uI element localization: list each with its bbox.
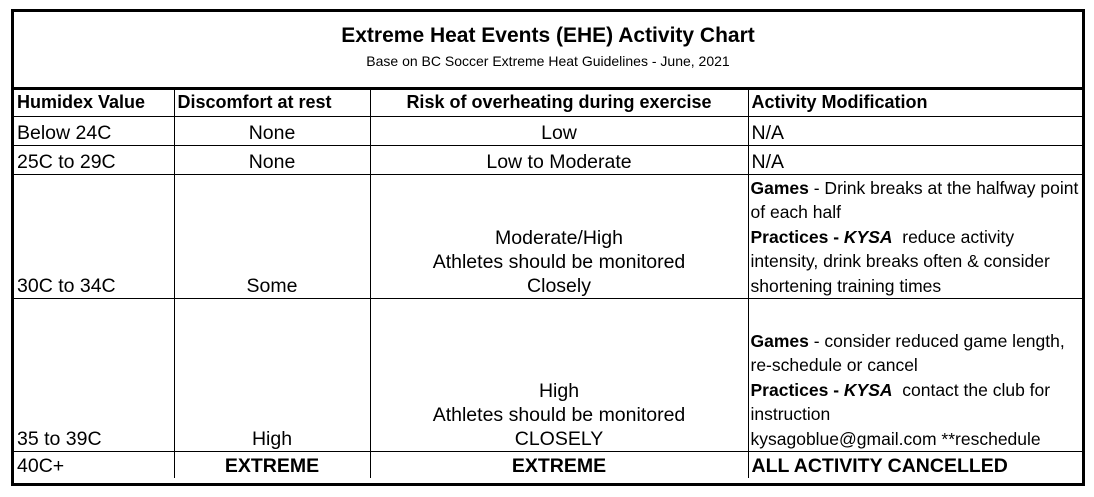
table-row: [14, 452, 1082, 479]
table-row: [14, 175, 1082, 299]
modification-cell: [748, 175, 1082, 299]
games-label: Games: [750, 177, 809, 198]
risk-cell: Low to Moderate: [370, 146, 748, 175]
practices-label: Practices -: [750, 226, 844, 247]
practices-text: contact the club for instruction: [750, 379, 1055, 424]
modification-cell: [748, 299, 1082, 452]
practices-label: Practices -: [750, 379, 844, 400]
games-text: - Drink breaks at the halfway point of each half: [750, 177, 1079, 222]
table-row: [14, 117, 1082, 146]
practices-text: reduce activity intensity, drink breaks often & consider shortening training times: [750, 226, 1055, 296]
header-discomfort: Discomfort at rest: [174, 87, 370, 117]
activity-chart: [11, 9, 1085, 486]
risk-cell: [370, 175, 748, 299]
heat-table: [14, 87, 1082, 478]
discomfort-cell: EXTREME: [174, 452, 370, 479]
risk-line: Closely: [527, 275, 591, 297]
risk-cell: [370, 299, 748, 452]
humidex-cell: 35 to 39C: [14, 299, 174, 452]
humidex-cell: 25C to 29C: [14, 146, 174, 175]
chart-title: Extreme Heat Events (EHE) Activity Chart: [341, 24, 755, 47]
header-row: [14, 87, 1082, 117]
risk-cell: EXTREME: [370, 452, 748, 479]
table-row: [14, 299, 1082, 452]
modification-cell: N/A: [748, 146, 1082, 175]
risk-line: CLOSELY: [514, 428, 604, 450]
title-box: [14, 12, 1082, 90]
kysa-label: KYSA: [843, 379, 893, 400]
header-risk: Risk of overheating during exercise: [370, 87, 748, 117]
risk-line: Athletes should be monitored: [432, 251, 686, 273]
risk-line: High: [538, 380, 580, 402]
risk-line: Athletes should be monitored: [432, 404, 686, 426]
chart-subtitle: Base on BC Soccer Extreme Heat Guidelines - June, 2021: [366, 53, 730, 69]
discomfort-cell: None: [174, 146, 370, 175]
humidex-cell: Below 24C: [14, 117, 174, 146]
discomfort-cell: Some: [174, 175, 370, 299]
table-row: [14, 146, 1082, 175]
risk-line: Moderate/High: [495, 227, 623, 249]
risk-cell: Low: [370, 117, 748, 146]
games-text: - consider reduced game length, re-schedule or cancel: [750, 330, 1065, 375]
humidex-cell: 30C to 34C: [14, 175, 174, 299]
modification-cell: N/A: [748, 117, 1082, 146]
contact-email: kysagoblue@gmail.com **reschedule: [750, 428, 1041, 449]
discomfort-cell: None: [174, 117, 370, 146]
discomfort-cell: High: [174, 299, 370, 452]
modification-cell: ALL ACTIVITY CANCELLED: [748, 452, 1082, 479]
games-label: Games: [750, 330, 809, 351]
header-modification: Activity Modification: [748, 87, 1082, 117]
header-humidex: Humidex Value: [14, 87, 174, 117]
kysa-label: KYSA: [843, 226, 893, 247]
humidex-cell: 40C+: [14, 452, 174, 479]
